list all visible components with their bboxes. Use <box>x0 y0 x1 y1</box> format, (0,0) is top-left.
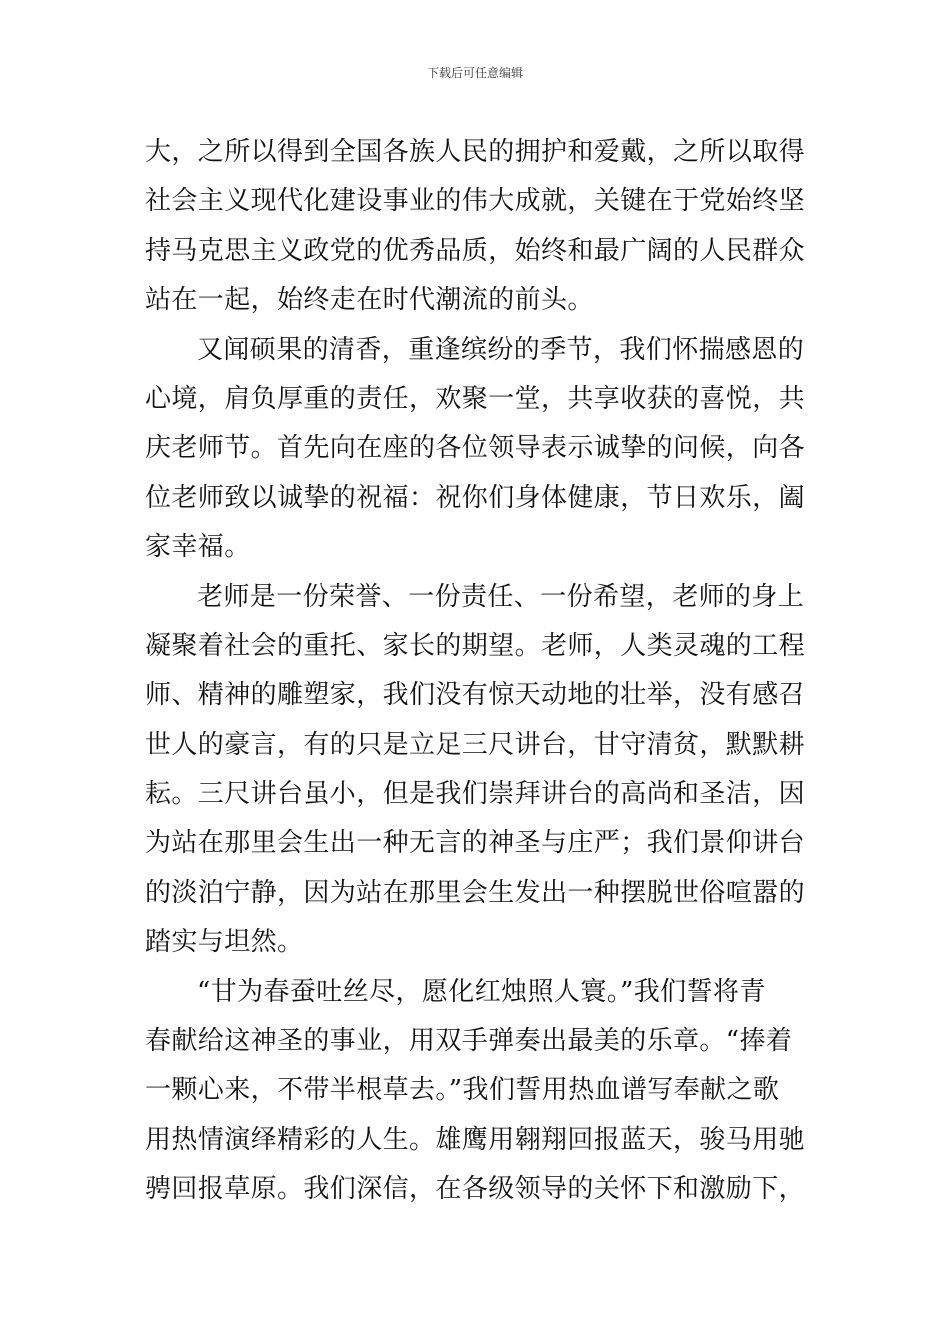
paragraph-1 <box>145 128 805 326</box>
text-line: 心境，肩负厚重的责任，欢聚一堂，共享收获的喜悦，共 <box>145 383 805 414</box>
text-line: 社会主义现代化建设事业的伟大成就，关键在于党始终坚 <box>145 186 805 217</box>
paragraph-2 <box>145 326 805 573</box>
text-line: 春献给这神圣的事业，用双手弹奏出最美的乐章。“捧着 <box>145 1026 793 1057</box>
text-line: 的淡泊宁静，因为站在那里会生发出一种摆脱世俗喧嚣的 <box>145 877 805 908</box>
document-body <box>145 128 805 1215</box>
page-header-note: 下载后可任意编辑 <box>426 66 523 80</box>
text-line: 耘。三尺讲台虽小，但是我们崇拜讲台的高尚和圣洁，因 <box>145 779 805 810</box>
text-line: 一颗心来，不带半根草去。”我们誓用热血谱写奉献之歌 <box>145 1075 780 1106</box>
text-line: 世人的豪言，有的只是立足三尺讲台，甘守清贫，默默耕 <box>145 729 805 760</box>
text-line: 师、精神的雕塑家，我们没有惊天动地的壮举，没有感召 <box>145 680 805 711</box>
text-line: 庆老师节。首先向在座的各位领导表示诚挚的问候，向各 <box>145 433 805 464</box>
paragraph-4 <box>145 968 805 1215</box>
text-line: 持马克思主义政党的优秀品质，始终和最广阔的人民群众 <box>145 235 805 266</box>
text-line: 位老师致以诚挚的祝福：祝你们身体健康，节日欢乐，阖 <box>145 482 805 513</box>
text-line: 用热情演绎精彩的人生。雄鹰用翱翔回报蓝天，骏马用驰 <box>145 1124 805 1155</box>
text-line: 踏实与坦然。 <box>145 927 304 958</box>
text-line: 骋回报草原。我们深信，在各级领导的关怀下和激励下， <box>145 1174 805 1205</box>
text-line: 为站在那里会生出一种无言的神圣与庄严；我们景仰讲台 <box>145 828 805 859</box>
paragraph-3 <box>145 573 805 968</box>
text-line: 又闻硕果的清香，重逢缤纷的季节，我们怀揣感恩的 <box>197 334 805 365</box>
text-line: 站在一起，始终走在时代潮流的前头。 <box>145 285 594 316</box>
text-line: 老师是一份荣誉、一份责任、一份希望，老师的身上 <box>197 581 805 612</box>
text-line: 凝聚着社会的重托、家长的期望。老师，人类灵魂的工程 <box>145 630 805 661</box>
text-line: “甘为春蚕吐丝尽，愿化红烛照人寰。”我们誓将青 <box>197 976 766 1007</box>
text-line: 大，之所以得到全国各族人民的拥护和爱戴，之所以取得 <box>145 137 805 167</box>
text-line: 家幸福。 <box>145 532 251 563</box>
